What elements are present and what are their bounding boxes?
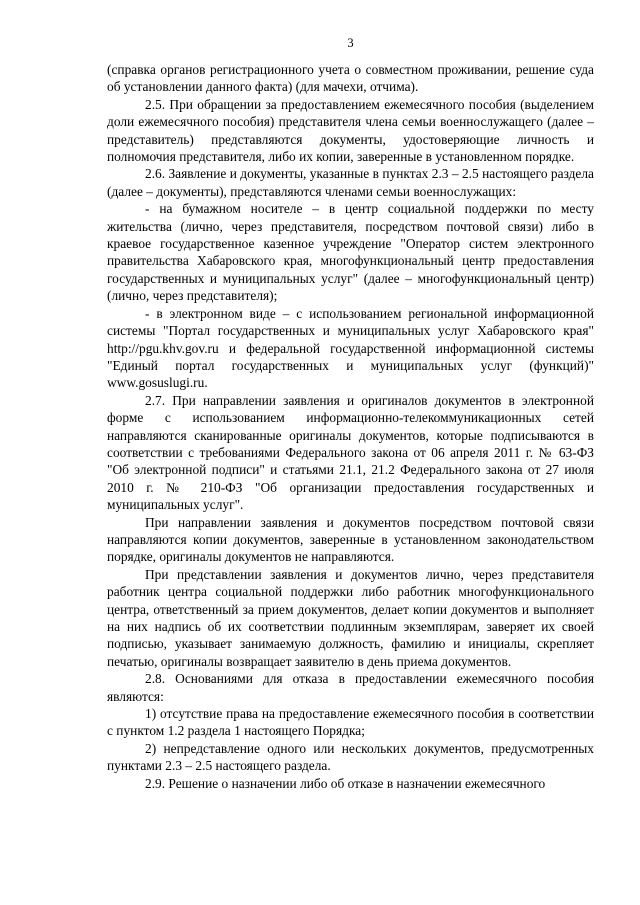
paragraph: 2.6. Заявление и документы, указанные в пунктах 2.3 – 2.5 настоящего раздела (далее – документы), представляются членами семьи военнослужащих: <box>107 166 594 199</box>
paragraph: 2.7. При направлении заявления и оригиналов документов в электронной форме с использованием информационно-телекоммуникационных сетей направляются сканированные оригиналы документов, которые подписываются в соответствии с требованиями Федерального закона от 06 апреля 2011 г. № 63-ФЗ "Об электронной подписи" и статьями 21.1, 21.2 Федерального закона от 27 июля 2010 г. № 210-ФЗ "Об организации предоставления государственных и муниципальных услуг". <box>107 392 594 513</box>
paragraph: При представлении заявления и документов лично, через представителя работник центра социальной поддержки либо работник многофункционального центра, ответственный за прием документов, делает копии документов и выполняет на них надпись об их соответствии подлинным экземплярам, заверяет их своей подписью, указывает занимаемую должность, фамилию и инициалы, скрепляет печатью, оригиналы возвращает заявителю в день приема документов. <box>107 566 594 669</box>
paragraph: 2) непредставление одного или нескольких документов, предусмотренных пунктами 2.3 – 2.5 настоящего раздела. <box>107 740 594 774</box>
paragraph: 2.8. Основаниями для отказа в предоставлении ежемесячного пособия являются: <box>107 671 594 704</box>
document-body <box>107 61 594 792</box>
paragraph: (справка органов регистрационного учета о совместном проживании, решение суда об установлении данного факта) (для мачехи, отчима). <box>107 62 594 95</box>
paragraph: 2.5. При обращении за предоставлением ежемесячного пособия (выделением доли ежемесячного пособия) представителя члена семьи военнослужащего (далее – представитель) представляются документы, удостоверяющие личность и полномочия представителя, либо их копии, заверенные в установленном порядке. <box>107 96 594 165</box>
paragraph: - на бумажном носителе – в центр социальной поддержки по месту жительства (лично, через представителя, посредством почтовой связи) либо в краевое государственное казенное учреждение "Оператор систем электронного правительства Хабаровского края, многофункциональный центр предоставления государственных и муниципальных услуг" (далее – многофункциональный центр) (лично, через представителя); <box>107 201 594 304</box>
page-number: 3 <box>347 36 354 50</box>
paragraph: 1) отсутствие права на предоставление ежемесячного пособия в соответствии с пунктом 1.2 раздела 1 настоящего Порядка; <box>107 706 594 739</box>
paragraph: При направлении заявления и документов посредством почтовой связи направляются копии документов, заверенные в установленном законодательством порядке, оригиналы документов не направляются. <box>107 514 594 565</box>
paragraph: 2.9. Решение о назначении либо об отказе в назначении ежемесячного <box>145 775 546 791</box>
paragraph: - в электронном виде – с использованием региональной информационной системы "Портал государственных и муниципальных услуг Хабаровского края" http://pgu.khv.gov.ru и федеральной государственной информационной системы "Единый портал государственных и муниципальных услуг (функций)" www.gosuslugi.ru. <box>107 305 594 391</box>
